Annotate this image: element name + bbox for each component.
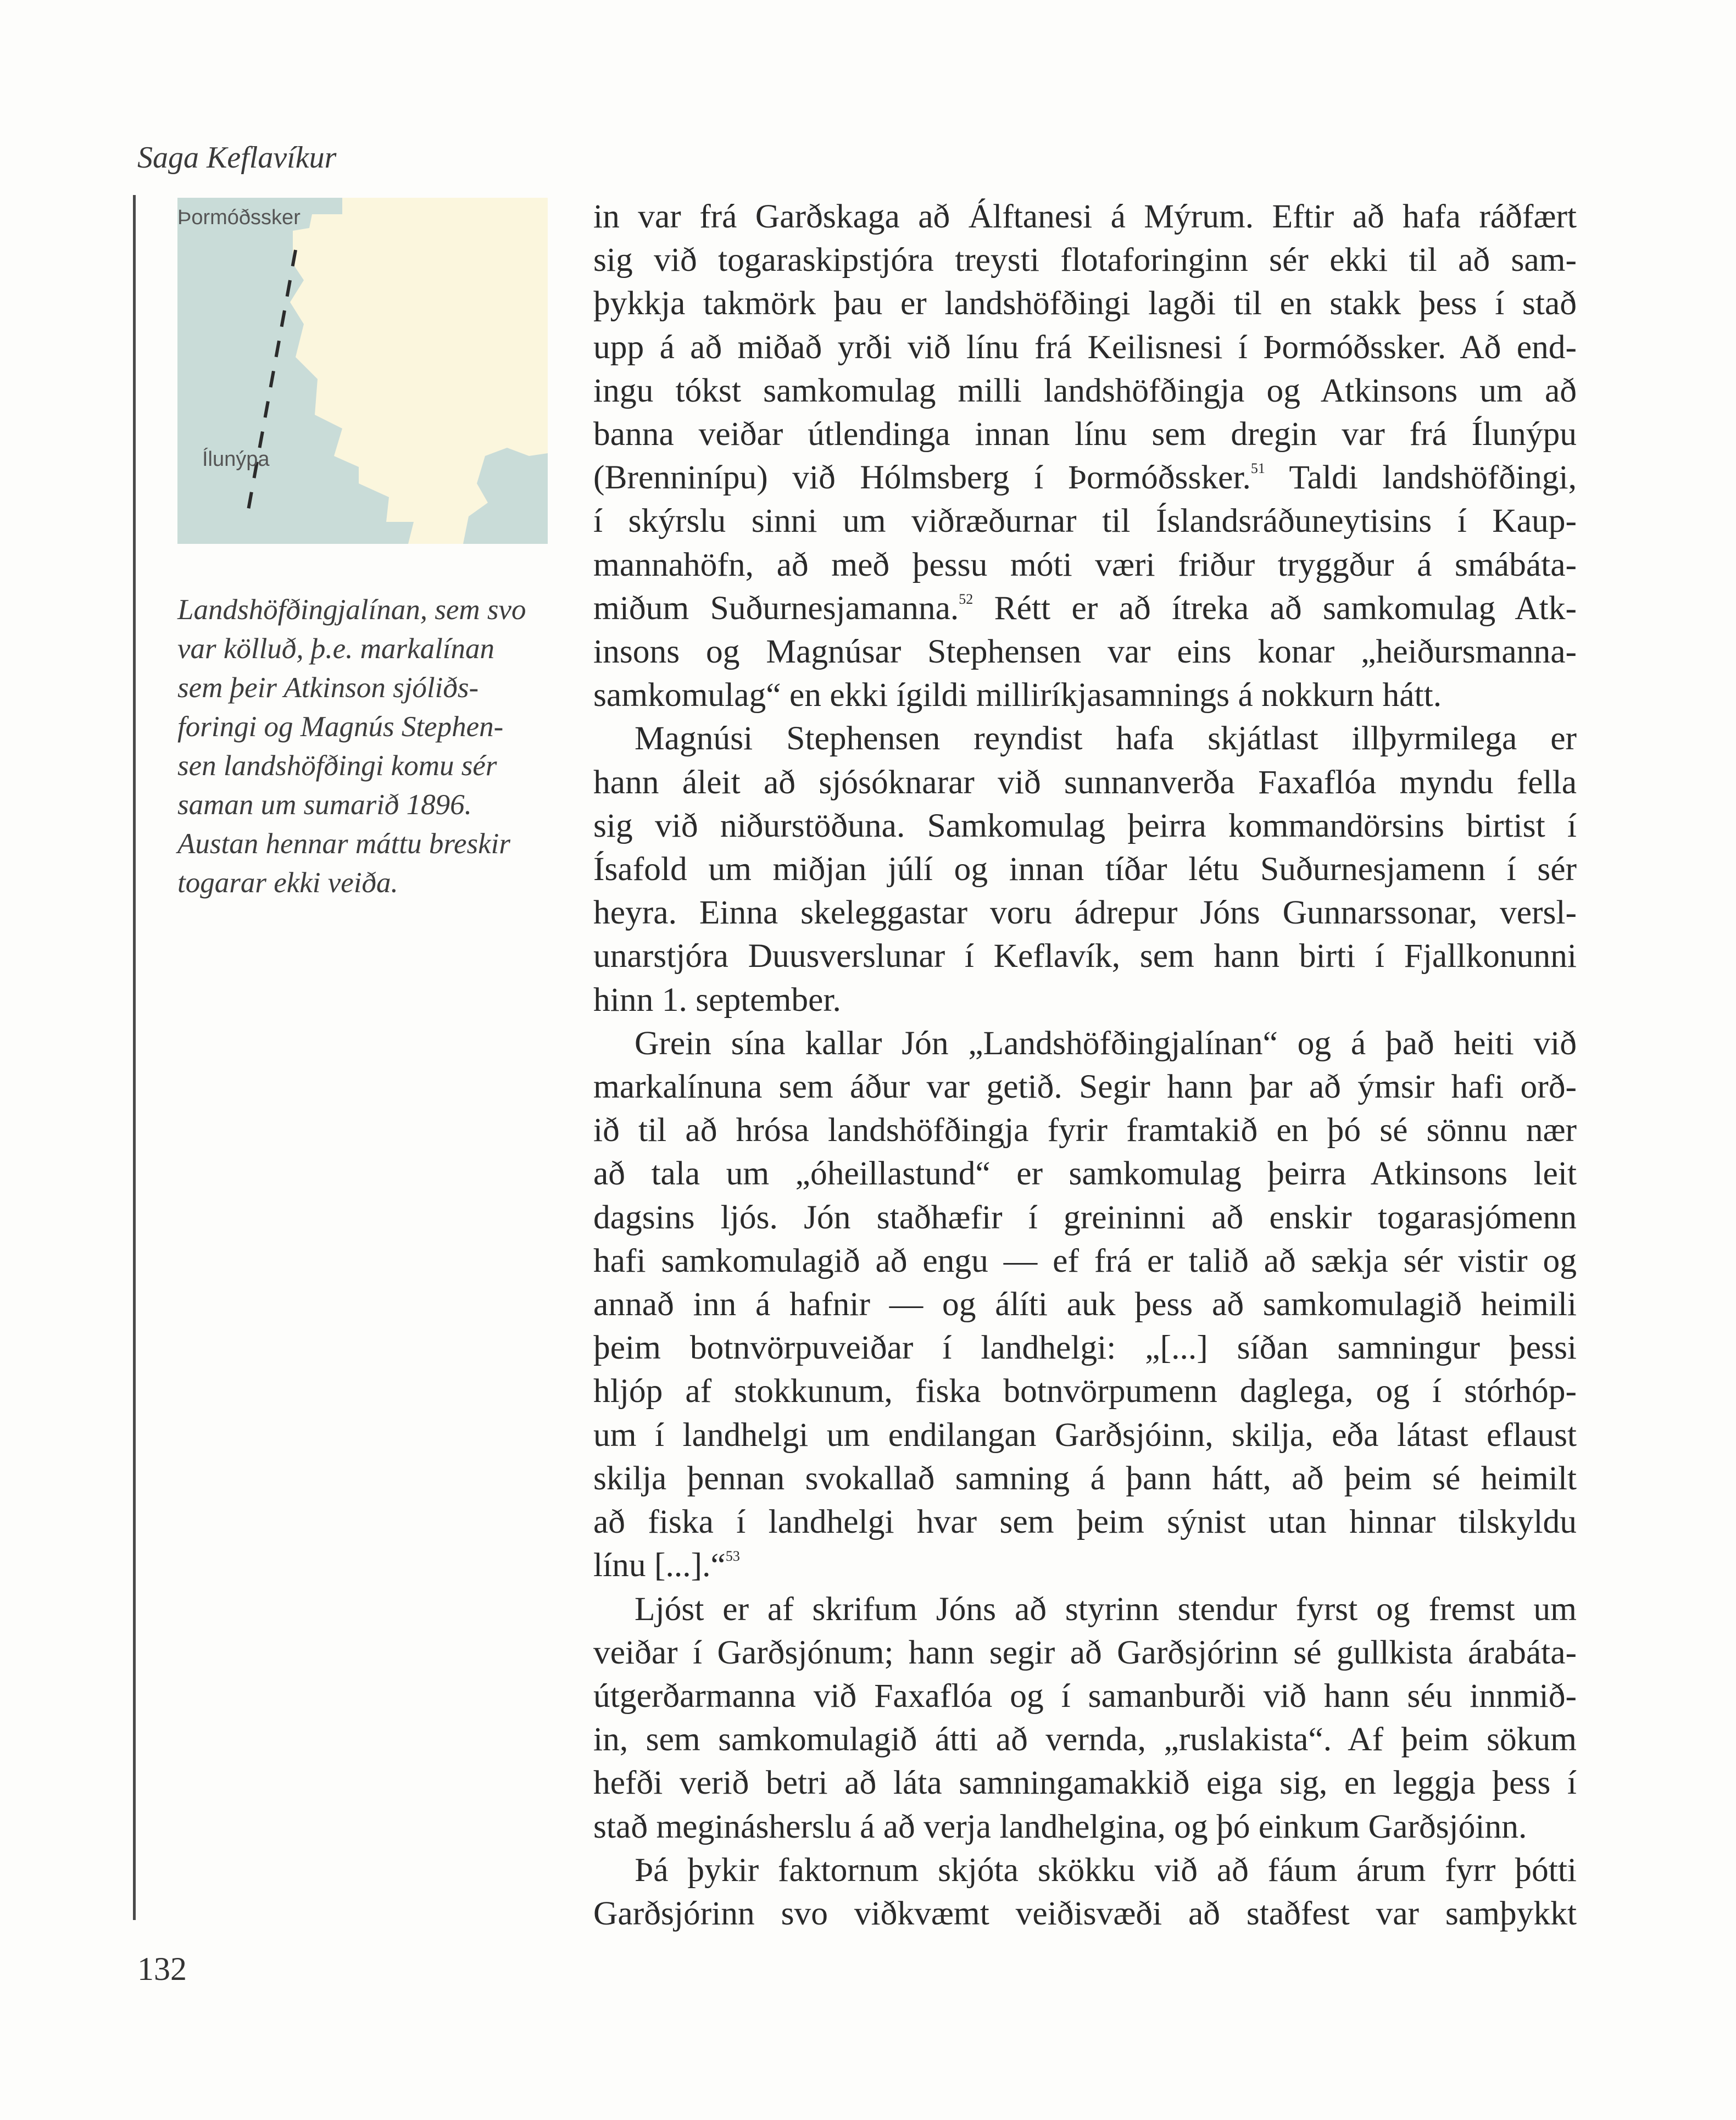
footnote-marker[interactable]: 53 <box>725 1548 740 1565</box>
footnote-marker[interactable]: 52 <box>959 591 973 607</box>
body-line: ið til að hrósa landshöfðingja fyrir framtakið en þó sé sönnu nær <box>593 1111 1577 1149</box>
caption-line: foringi og Magnús Stephen- <box>177 711 504 743</box>
body-line: að fiska í landhelgi hvar sem þeim sýnist utan hinnar tilskyldu <box>593 1503 1577 1541</box>
caption-line: togarar ekki veiða. <box>177 867 398 899</box>
body-line: banna veiðar útlendinga innan línu sem dregin var frá Ílunýpu <box>593 415 1577 453</box>
caption-line: sem þeir Atkinson sjóliðs- <box>177 672 479 704</box>
margin-rule <box>133 195 136 1920</box>
map-figure <box>177 198 548 544</box>
body-line: unarstjóra Duusverslunar í Keflavík, sem hann birti í Fjallkonunni <box>593 937 1577 975</box>
body-line: hinn 1. september. <box>593 981 841 1019</box>
body-line: útgerðarmanna við Faxaflóa og í samanburði við hann séu innmið- <box>593 1677 1577 1715</box>
body-line: Garðsjórinn svo viðkvæmt veiðisvæði að staðfest var samþykkt <box>593 1894 1577 1932</box>
body-line: in var frá Garðskaga að Álftanesi á Mýrum. Eftir að hafa ráðfært <box>593 198 1577 235</box>
caption-line: sen landshöfðingi komu sér <box>177 750 497 782</box>
body-line: (Brenninípu) við Hólmsberg í Þormóðssker.$^{51}$ Taldi landshöfðingi, <box>593 459 1577 497</box>
body-line: Magnúsi Stephensen reyndist hafa skjátlast illþyrmilega er <box>635 720 1577 758</box>
body-line: í skýrslu sinni um viðræðurnar til Íslandsráðuneytisins í Kaup- <box>593 502 1577 540</box>
body-line: línu [...].“$^{53}$ <box>593 1546 740 1584</box>
caption-line: var kölluð, þ.e. markalínan <box>177 633 495 665</box>
body-line: mannahöfn, að með þessu móti væri friður tryggður á smábáta- <box>593 546 1577 583</box>
body-line: upp á að miðað yrði við línu frá Keilisnesi í Þormóðssker. Að end- <box>593 328 1577 366</box>
body-line: hefði verið betri að láta samningamakkið eiga sig, en leggja þess í <box>593 1764 1577 1802</box>
caption-line: saman um sumarið 1896. <box>177 789 472 821</box>
body-line: hann áleit að sjósóknarar við sunnanverða Faxaflóa myndu fella <box>593 763 1577 801</box>
body-line: samkomulag“ en ekki ígildi milliríkjasamnings á nokkurn hátt. <box>593 676 1442 714</box>
body-line: skilja þennan svokallað samning á þann hátt, að þeim sé heimilt <box>593 1459 1577 1497</box>
body-line: ingu tókst samkomulag milli landshöfðingja og Atkinsons um að <box>593 371 1577 409</box>
caption-line: Austan hennar máttu breskir <box>177 828 511 860</box>
body-line: miðum Suðurnesjamanna.$^{52}$ Rétt er að ítreka að samkomulag Atk- <box>593 589 1577 627</box>
body-line: Grein sína kallar Jón „Landshöfðingjalínan“ og á það heiti við <box>635 1024 1577 1062</box>
body-line: að tala um „óheillastund“ er samkomulag þeirra Atkinsons leit <box>593 1155 1577 1193</box>
body-line: in, sem samkomulagið átti að vernda, „ruslakista“. Af þeim sökum <box>593 1721 1577 1759</box>
map-drawing <box>177 198 548 544</box>
caption-line: Landshöfðingjalínan, sem svo <box>177 594 526 626</box>
body-line: þykkja takmörk þau er landshöfðingi lagði til en stakk þess í stað <box>593 285 1577 322</box>
body-line: Ísafold um miðjan júlí og innan tíðar létu Suðurnesjamenn í sér <box>593 850 1577 888</box>
body-line: dagsins ljós. Jón staðhæfir í greininni að enskir togarasjómenn <box>593 1198 1577 1236</box>
body-line: Þá þykir faktornum skjóta skökku við að fáum árum fyrr þótti <box>635 1851 1577 1889</box>
body-line: veiðar í Garðsjónum; hann segir að Garðsjórinn sé gullkista árabáta- <box>593 1633 1577 1671</box>
body-text <box>593 195 1577 1935</box>
footnote-marker[interactable]: 51 <box>1250 460 1265 477</box>
map-label-ilunypa: Ílunýpa <box>202 448 270 471</box>
body-line: markalínuna sem áður var getið. Segir hann þar að ýmsir hafi orð- <box>593 1068 1577 1106</box>
page-number: 132 <box>137 1951 187 1987</box>
body-line: sig við niðurstöðuna. Samkomulag þeirra kommandörsins birtist í <box>593 806 1577 844</box>
body-line: Ljóst er af skrifum Jóns að styrinn stendur fyrst og fremst um <box>635 1590 1577 1628</box>
running-head: Saga Keflavíkur <box>137 141 337 175</box>
body-line: stað meginásherslu á að verja landhelgina, og þó einkum Garðsjóinn. <box>593 1807 1527 1845</box>
body-line: hafi samkomulagið að engu — ef frá er talið að sækja sér vistir og <box>593 1242 1577 1279</box>
body-line: um í landhelgi um endilangan Garðsjóinn, skilja, eða látast eflaust <box>593 1416 1577 1454</box>
body-line: heyra. Einna skeleggastar voru ádrepur Jóns Gunnarssonar, versl- <box>593 894 1577 932</box>
body-line: insons og Magnúsar Stephensen var eins konar „heiðursmanna- <box>593 633 1577 671</box>
body-line: annað inn á hafnir — og álíti auk þess að samkomulagið heimili <box>593 1286 1577 1323</box>
figure-caption <box>177 591 557 903</box>
body-line: þeim botnvörpuveiðar í landhelgi: „[...] síðan samningur þessi <box>593 1329 1577 1367</box>
body-line: sig við togaraskipstjóra treysti flotaforinginn sér ekki til að sam- <box>593 241 1577 279</box>
body-line: hljóp af stokkunum, fiska botnvörpumenn daglega, og í stórhóp- <box>593 1372 1577 1410</box>
map-label-thormodssker: Þormóðssker <box>177 206 301 229</box>
